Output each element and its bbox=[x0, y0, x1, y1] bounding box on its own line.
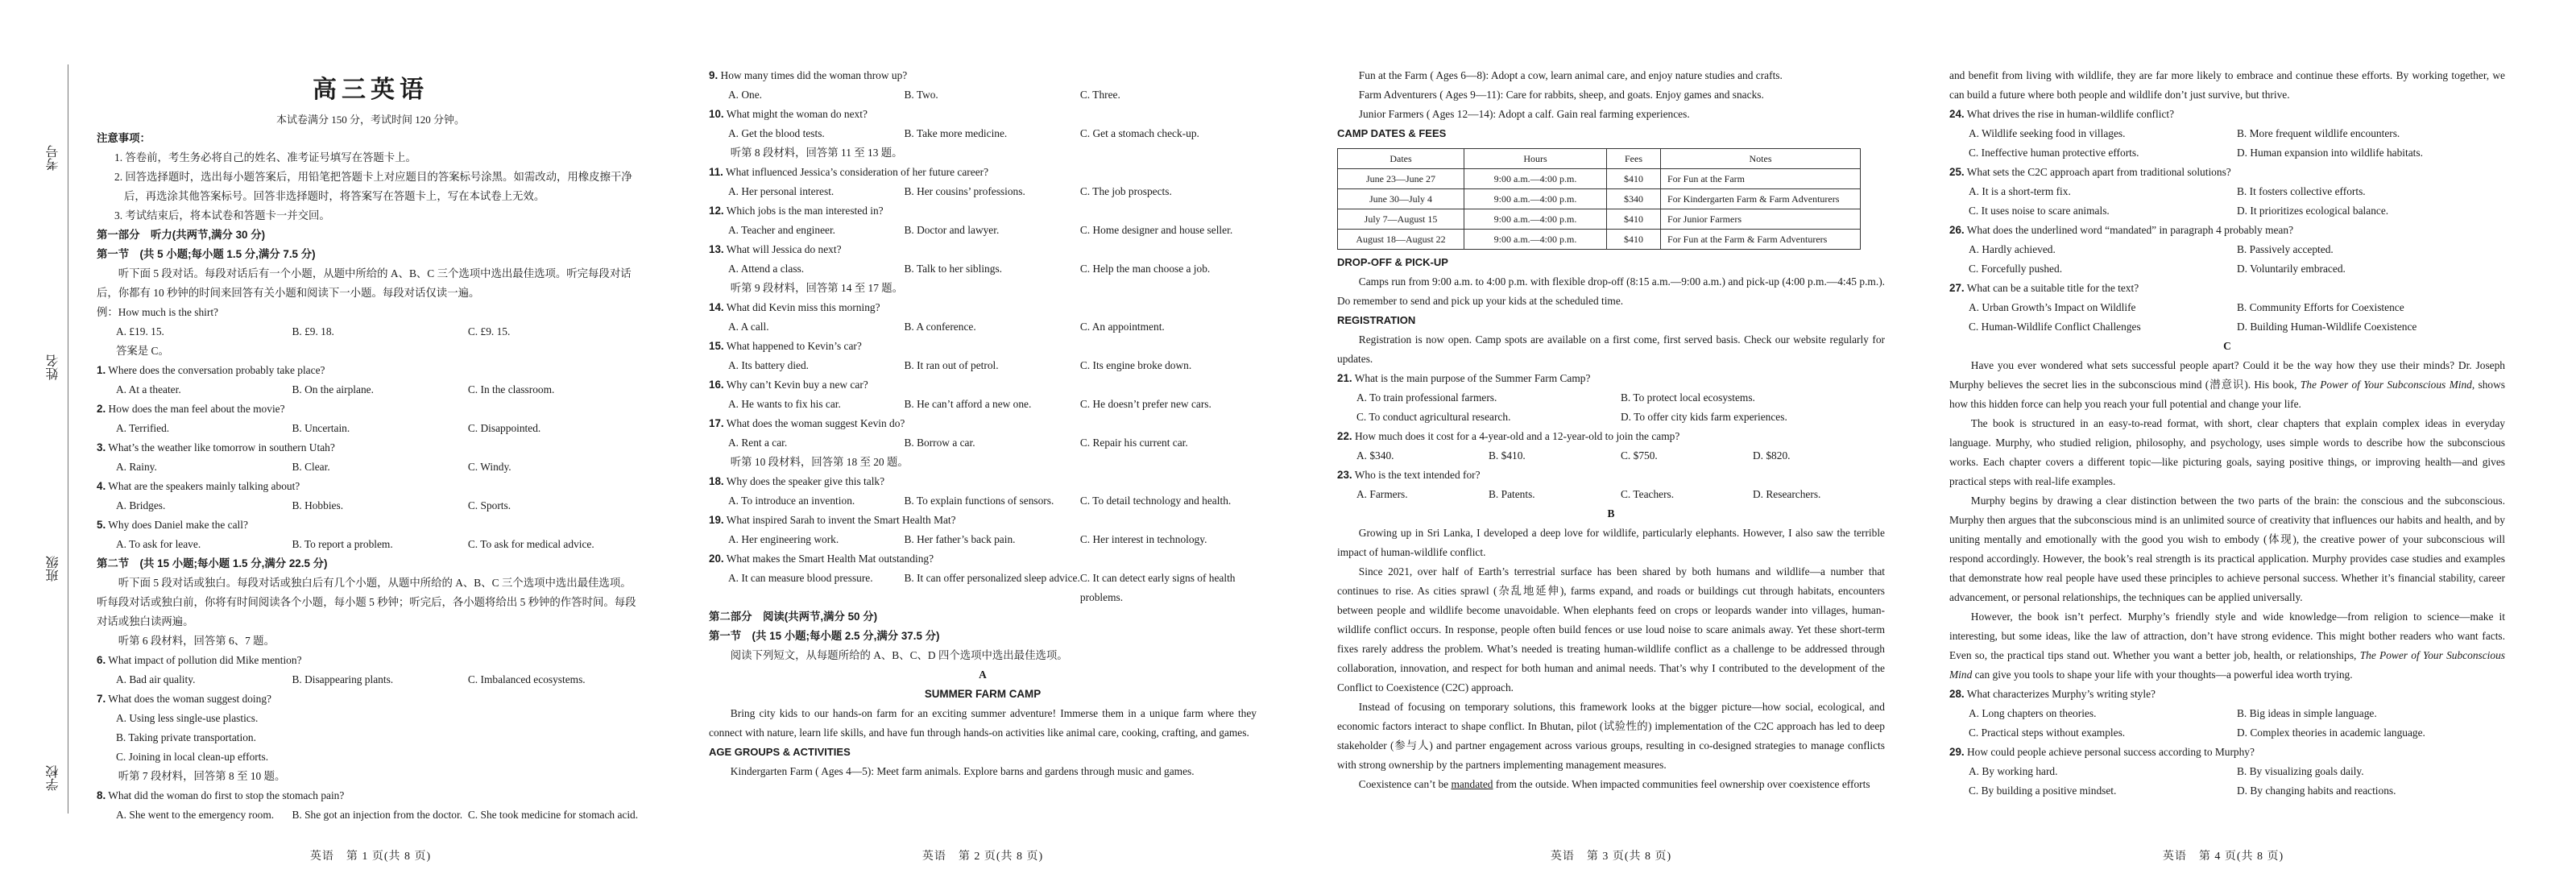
question-text: How does the man feel about the movie? bbox=[108, 403, 285, 415]
page-1-footer: 英语 第 1 页(共 8 页) bbox=[309, 851, 432, 863]
page-2 bbox=[709, 66, 1257, 781]
section-2-intro: 对话或独白读两遍。 bbox=[97, 615, 194, 627]
table-cell: 9:00 a.m.—4:00 p.m. bbox=[1464, 189, 1607, 209]
question-15 bbox=[709, 337, 1257, 375]
binding-margin bbox=[0, 0, 89, 886]
text-run: from the outside. When impacted communities feel ownership over coexistence efforts bbox=[1493, 778, 1870, 790]
option-a: A. Her personal interest. bbox=[728, 185, 835, 197]
option-c: C. Practical steps without examples. bbox=[1969, 727, 2126, 739]
question-text: What happened to Kevin’s car? bbox=[726, 340, 862, 352]
option-b: B. Borrow a car. bbox=[904, 437, 975, 449]
example-answer: 答案是 C。 bbox=[116, 345, 169, 357]
example-options bbox=[97, 322, 644, 342]
question-number: 29. bbox=[1949, 746, 1965, 758]
question-number: 7. bbox=[97, 693, 106, 705]
option-c: C. In the classroom. bbox=[467, 383, 555, 395]
question-number: 6. bbox=[97, 654, 106, 666]
question-text: What’s the weather like tomorrow in southern Utah? bbox=[108, 441, 335, 453]
notes-list bbox=[97, 148, 644, 226]
option-c: C. Home designer and house seller. bbox=[1079, 224, 1233, 236]
question-number: 19. bbox=[709, 514, 724, 526]
option-b: B. By visualizing goals daily. bbox=[2237, 765, 2364, 777]
option-c: C. The job prospects. bbox=[1079, 185, 1172, 197]
margin-label-class: 班级 bbox=[47, 556, 60, 582]
passage-b-paragraph: Growing up in Sri Lanka, I developed a deep love for wildlife, particularly elephants. However, I also saw the terrible impact of human-wildlife conflict. bbox=[1337, 527, 1885, 558]
note-item: 1. 答卷前，考生务必将自己的姓名、准考证号填写在答题卡上。 bbox=[114, 151, 416, 164]
option-a: A. Hardly achieved. bbox=[1969, 243, 2056, 255]
question-27 bbox=[1949, 279, 2505, 337]
question-10 bbox=[709, 105, 1257, 143]
section-1-heading: 第一节 (共 5 小题;每小题 1.5 分,满分 7.5 分) bbox=[97, 248, 316, 260]
question-number: 20. bbox=[709, 553, 724, 565]
junior-farmers: Junior Farmers ( Ages 12—14): Adopt a calf. Gain real farming experiences. bbox=[1358, 108, 1690, 120]
question-number: 26. bbox=[1949, 224, 1965, 236]
passage-c-paragraph bbox=[1949, 356, 2505, 414]
option-d: D. Human expansion into wildlife habitats. bbox=[2237, 147, 2423, 159]
question-text: What can be a suitable title for the text? bbox=[1966, 282, 2139, 294]
option-b: B. Clear. bbox=[292, 461, 330, 473]
section-2-intro: 听下面 5 段对话或独白。每段对话或独白后有几个小题，从题中所给的 A、B、C 三个选项中选出最佳选项。 bbox=[118, 577, 632, 589]
exam-title: 高三英语 bbox=[313, 77, 429, 103]
table-cell: For Fun at the Farm bbox=[1661, 169, 1861, 189]
option-a: A. By working hard. bbox=[1969, 765, 2058, 777]
dialog-instruction: 听第 10 段材料，回答第 18 至 20 题。 bbox=[730, 456, 909, 468]
option-d: D. It prioritizes ecological balance. bbox=[2237, 205, 2389, 217]
option-a: A. She went to the emergency room. bbox=[116, 809, 275, 821]
table-cell: 9:00 a.m.—4:00 p.m. bbox=[1464, 230, 1607, 250]
question-text: How much does it cost for a 4-year-old and a 12-year-old to join the camp? bbox=[1354, 430, 1680, 442]
drop-off-heading: DROP-OFF & PICK-UP bbox=[1337, 256, 1448, 268]
option-b: B. She got an injection from the doctor. bbox=[292, 809, 463, 821]
registration-heading: REGISTRATION bbox=[1337, 314, 1416, 326]
option: A. £19. 15. bbox=[116, 325, 164, 337]
section-1-intro: 听下面 5 段对话。每段对话后有一个小题，从题中所给的 A、B、C 三个选项中选出最佳选项。听完每段对话 bbox=[118, 267, 632, 279]
table-cell: $410 bbox=[1607, 230, 1661, 250]
question-20 bbox=[709, 549, 1257, 607]
option-c: C. $750. bbox=[1621, 449, 1658, 462]
question-5 bbox=[97, 515, 644, 554]
text-run: Coexistence can’t be bbox=[1358, 778, 1452, 790]
table-row bbox=[1338, 169, 1861, 189]
question-number: 4. bbox=[97, 480, 106, 492]
question-2 bbox=[97, 400, 644, 438]
option-b: B. Patents. bbox=[1489, 488, 1535, 500]
text-run: , shows how this hidden force can help you reach your full potential and change your life. bbox=[1949, 379, 2505, 410]
kindergarten-farm: Kindergarten Farm ( Ages 4—5): Meet farm animals. Explore barns and gardens through music and games. bbox=[730, 765, 1195, 777]
option-b: B. To protect local ecosystems. bbox=[1621, 391, 1755, 404]
question-3 bbox=[97, 438, 644, 477]
margin-label-name: 姓名 bbox=[47, 354, 60, 380]
option-c: C. To detail technology and health. bbox=[1079, 495, 1232, 507]
option-b: B. Taking private transportation. bbox=[116, 731, 256, 743]
table-cell: June 23—June 27 bbox=[1338, 169, 1464, 189]
question-17 bbox=[709, 414, 1257, 453]
question-6 bbox=[97, 651, 644, 689]
option-d: D. Complex theories in academic language. bbox=[2237, 727, 2425, 739]
option-c: C. He doesn’t prefer new cars. bbox=[1079, 398, 1211, 410]
option-b: B. Her father’s back pain. bbox=[904, 533, 1016, 545]
question-number: 12. bbox=[709, 205, 724, 217]
question-number: 5. bbox=[97, 519, 106, 531]
passage-b-paragraph: Since 2021, over half of Earth’s terrestrial surface has been shared by both humans and wildlife—a number that continues to rise. As cities sprawl (杂乱地延伸), farms expand, and roads or buildings cut through habitats, encounters between people and wildlife become unavoidable. When elephants feed on crops or leopards wander into villages, human-wildlife conflict occurs. In response, people often build fences or use loud noise to scare animals away. Yet these short-term fixes rarely address the problem. What’s needed is treating human-wildlife conflict as a challenge to be addressed through collaboration, innovation, and respect for both human and animal needs. That’s why I contributed to the development of the Conflict to Coexistence (C2C) approach. bbox=[1337, 565, 1885, 693]
option-c: C. Forcefully pushed. bbox=[1969, 263, 2063, 275]
option-a: A. Get the blood tests. bbox=[728, 127, 825, 139]
option-c: C. To ask for medical advice. bbox=[467, 538, 594, 550]
passage-b-label: B bbox=[1607, 507, 1615, 520]
option-a: A. Long chapters on theories. bbox=[1969, 707, 2097, 719]
question-text: Why does Daniel make the call? bbox=[108, 519, 248, 531]
question-number: 15. bbox=[709, 340, 724, 352]
option-b: B. Doctor and lawyer. bbox=[904, 224, 1000, 236]
question-text: What did the woman do first to stop the stomach pain? bbox=[108, 789, 345, 801]
option-b: B. Community Efforts for Coexistence bbox=[2237, 301, 2404, 313]
question-text: What makes the Smart Health Mat outstanding? bbox=[726, 553, 934, 565]
question-number: 2. bbox=[97, 403, 106, 415]
option-c: C. Human-Wildlife Conflict Challenges bbox=[1969, 321, 2141, 333]
option-d: D. Voluntarily embraced. bbox=[2237, 263, 2346, 275]
question-text: Why does the speaker give this talk? bbox=[726, 475, 885, 487]
question-number: 18. bbox=[709, 475, 724, 487]
note-item: 后，再选涂其他答案标号。回答非选择题时，将答案写在答题卡上，写在本试卷上无效。 bbox=[124, 190, 545, 202]
option-b: B. It ran out of petrol. bbox=[904, 359, 999, 371]
option-c: C. She took medicine for stomach acid. bbox=[467, 809, 639, 821]
question-number: 14. bbox=[709, 301, 724, 313]
question-8 bbox=[97, 786, 644, 825]
question-26 bbox=[1949, 221, 2505, 279]
notes-heading: 注意事项： bbox=[97, 132, 151, 144]
table-cell: 9:00 a.m.—4:00 p.m. bbox=[1464, 209, 1607, 230]
option-a: A. Urban Growth’s Impact on Wildlife bbox=[1969, 301, 2136, 313]
question-text: How many times did the woman throw up? bbox=[720, 69, 908, 81]
question-number: 17. bbox=[709, 417, 724, 429]
question-text: Which jobs is the man interested in? bbox=[726, 205, 884, 217]
option-c: C. Her interest in technology. bbox=[1079, 533, 1207, 545]
option-a: A. Attend a class. bbox=[728, 263, 805, 275]
question-number: 8. bbox=[97, 789, 106, 801]
option-a: A. Bad air quality. bbox=[116, 673, 196, 685]
option-c: C. Disappointed. bbox=[467, 422, 541, 434]
option-a: A. A call. bbox=[728, 321, 769, 333]
option-c: C. Sports. bbox=[467, 499, 511, 511]
passage-c-label: C bbox=[2223, 340, 2231, 352]
question-number: 10. bbox=[709, 108, 724, 120]
option-a: A. Wildlife seeking food in villages. bbox=[1969, 127, 2126, 139]
page-1 bbox=[97, 69, 644, 825]
table-header: Hours bbox=[1464, 149, 1607, 169]
option-b: B. Uncertain. bbox=[292, 422, 350, 434]
camp-dates-heading: CAMP DATES & FEES bbox=[1337, 127, 1447, 139]
question-number: 24. bbox=[1949, 108, 1965, 120]
option-b: B. Take more medicine. bbox=[904, 127, 1008, 139]
question-number: 9. bbox=[709, 69, 719, 81]
option-a: A. He wants to fix his car. bbox=[728, 398, 841, 410]
option-d: D. Building Human-Wildlife Coexistence bbox=[2237, 321, 2417, 333]
page-4-footer: 英语 第 4 页(共 8 页) bbox=[2162, 851, 2284, 863]
option-c: C. It uses noise to scare animals. bbox=[1969, 205, 2110, 217]
question-number: 13. bbox=[709, 243, 724, 255]
text-run: Have you ever wondered what sets successful people apart? Could it be the way how they use their minds? Dr. Joseph Murphy believes the secret lies in the subconscious mind (潜意识). His book, bbox=[1949, 359, 2505, 391]
question-25 bbox=[1949, 163, 2505, 221]
option-c: C. Imbalanced ecosystems. bbox=[467, 673, 586, 685]
option-b: B. To report a problem. bbox=[292, 538, 393, 550]
fun-at-the-farm: Fun at the Farm ( Ages 6—8): Adopt a cow, learn animal care, and enjoy nature studies and crafts. bbox=[1358, 69, 1783, 81]
passage-a-label: A bbox=[979, 669, 987, 681]
option-a: A. It can measure blood pressure. bbox=[728, 572, 873, 584]
option-c: C. To conduct agricultural research. bbox=[1356, 411, 1511, 423]
option-b: B. Two. bbox=[904, 89, 938, 101]
farm-adventurers: Farm Adventurers ( Ages 9—11): Care for rabbits, sheep, and goats. Enjoy games and snacks. bbox=[1358, 89, 1764, 101]
book-title: The Power of Your Subconscious Mind bbox=[1949, 649, 2505, 681]
question-19 bbox=[709, 511, 1257, 549]
section-2-intro: 听每段对话或独白前，你将有时间阅读各个小题，每小题 5 秒钟；听完后，各小题将给出 5 秒钟的作答时间。每段 bbox=[97, 596, 636, 608]
page-4 bbox=[1949, 66, 2505, 801]
question-text: What is the main purpose of the Summer Farm Camp? bbox=[1354, 372, 1591, 384]
option-a: A. Her engineering work. bbox=[728, 533, 839, 545]
question-11 bbox=[709, 163, 1257, 201]
table-cell: $410 bbox=[1607, 209, 1661, 230]
table-header: Dates bbox=[1338, 149, 1464, 169]
drop-off-text: Camps run from 9:00 a.m. to 4:00 p.m. with flexible drop-off (8:15 a.m.—9:00 a.m.) and pick-up (4:00 p.m.—4:45 p.m.). Do remember to send and pick up your kids at the scheduled time. bbox=[1337, 275, 1885, 307]
option-b: B. Disappearing plants. bbox=[292, 673, 394, 685]
page-2-footer: 英语 第 2 页(共 8 页) bbox=[921, 851, 1044, 863]
reading-section-intro: 阅读下列短文，从每题所给的 A、B、C、D 四个选项中选出最佳选项。 bbox=[730, 649, 1068, 661]
question-4 bbox=[97, 477, 644, 515]
question-text: What impact of pollution did Mike mention? bbox=[108, 654, 302, 666]
question-number: 3. bbox=[97, 441, 106, 453]
option-a: A. Its battery died. bbox=[728, 359, 810, 371]
book-title: The Power of Your Subconscious Mind bbox=[2300, 379, 2472, 391]
option-b: B. It can offer personalized sleep advice. bbox=[904, 572, 1080, 584]
reading-section-1-heading: 第一节 (共 15 小题;每小题 2.5 分,满分 37.5 分) bbox=[709, 630, 940, 642]
option-d: D. To offer city kids farm experiences. bbox=[1621, 411, 1787, 423]
option-d: D. Researchers. bbox=[1753, 488, 1821, 500]
question-24 bbox=[1949, 105, 2505, 163]
question-number: 11. bbox=[709, 166, 723, 178]
option-a: A. It is a short-term fix. bbox=[1969, 185, 2071, 197]
note-item: 3. 考试结束后，将本试卷和答题卡一并交回。 bbox=[114, 209, 330, 222]
option-c: C. Get a stomach check-up. bbox=[1079, 127, 1199, 139]
registration-text: Registration is now open. Camp spots are available on a first come, first served basis. Check our website regularly for updates. bbox=[1337, 333, 1885, 365]
question-text: What drives the rise in human-wildlife conflict? bbox=[1966, 108, 2175, 120]
question-text: What are the speakers mainly talking about? bbox=[108, 480, 300, 492]
question-7 bbox=[97, 689, 644, 767]
option-a: A. Teacher and engineer. bbox=[728, 224, 836, 236]
passage-b-paragraph: Instead of focusing on temporary solutions, this framework looks at the bigger picture—how social, ecological, and economic factors interact to shape conflict. In Bhutan, pilot (试验性的) implementation of the C2C approach has led to deep stakeholder (参与人) and partner engagement across various groups, resulting in co-designed strategies to manage conflicts with strong ownership by the partners implementing management measures. bbox=[1337, 701, 1885, 771]
section-2-heading: 第二节 (共 15 小题;每小题 1.5 分,满分 22.5 分) bbox=[97, 557, 328, 569]
question-18 bbox=[709, 472, 1257, 511]
question-1 bbox=[97, 361, 644, 400]
question-text: What did Kevin miss this morning? bbox=[726, 301, 880, 313]
option-b: B. Hobbies. bbox=[292, 499, 344, 511]
table-cell: For Fun at the Farm & Farm Adventurers bbox=[1661, 230, 1861, 250]
option-b: B. $410. bbox=[1489, 449, 1526, 462]
option-a: A. Bridges. bbox=[116, 499, 166, 511]
question-28 bbox=[1949, 685, 2505, 743]
question-21 bbox=[1337, 369, 1885, 427]
question-number: 27. bbox=[1949, 282, 1965, 294]
question-22 bbox=[1337, 427, 1885, 466]
table-row bbox=[1338, 230, 1861, 250]
margin-label-exam-number: 考号 bbox=[47, 145, 60, 171]
question-number: 22. bbox=[1337, 430, 1352, 442]
option-a: A. Rainy. bbox=[116, 461, 157, 473]
question-text: What does the woman suggest Kevin do? bbox=[726, 417, 905, 429]
option-b: B. Talk to her siblings. bbox=[904, 263, 1002, 275]
table-header: Notes bbox=[1661, 149, 1861, 169]
option-c: C. An appointment. bbox=[1079, 321, 1165, 333]
dialog-instruction: 听第 8 段材料，回答第 11 至 13 题。 bbox=[730, 147, 903, 159]
question-number: 28. bbox=[1949, 688, 1965, 700]
option-c: C. It can detect early signs of health problems. bbox=[1079, 572, 1236, 603]
option-b: B. On the airplane. bbox=[292, 383, 374, 395]
table-cell: June 30—July 4 bbox=[1338, 189, 1464, 209]
option-c: C. Teachers. bbox=[1621, 488, 1675, 500]
table-cell: For Junior Farmers bbox=[1661, 209, 1861, 230]
option-b: B. A conference. bbox=[904, 321, 976, 333]
option-b: B. He can’t afford a new one. bbox=[904, 398, 1032, 410]
dialog-instruction: 听第 7 段材料，回答第 8 至 10 题。 bbox=[118, 770, 286, 782]
underlined-word: mandated bbox=[1451, 778, 1493, 790]
question-text: What sets the C2C approach apart from traditional solutions? bbox=[1966, 166, 2231, 178]
camp-title: SUMMER FARM CAMP bbox=[924, 688, 1042, 700]
question-29 bbox=[1949, 743, 2505, 801]
question-14 bbox=[709, 298, 1257, 337]
question-text: What inspired Sarah to invent the Smart Health Mat? bbox=[726, 514, 956, 526]
option-b: B. Her cousins’ professions. bbox=[904, 185, 1025, 197]
option-c: C. Three. bbox=[1079, 89, 1120, 101]
camp-fees-table bbox=[1337, 148, 1861, 250]
option-b: B. Big ideas in simple language. bbox=[2237, 707, 2377, 719]
dialog-instruction: 听第 6 段材料，回答第 6、7 题。 bbox=[118, 635, 275, 647]
option-a: A. One. bbox=[728, 89, 763, 101]
note-item: 2. 回答选择题时，选出每小题答案后，用铅笔把答题卡上对应题目的答案标号涂黑。如需改动，用橡皮擦干净 bbox=[114, 171, 632, 183]
option-b: B. Passively accepted. bbox=[2237, 243, 2334, 255]
option-c: C. Joining in local clean-up efforts. bbox=[116, 751, 269, 763]
option-b: B. More frequent wildlife encounters. bbox=[2237, 127, 2400, 139]
passage-c-paragraph: The book is structured in an easy-to-read format, with short, clear chapters that explain complex ideas in everyday language. Murphy, who studied religion, philosophy, and psychology, uses simple words to describe how the subconscious works. Each chapter covers a different topic—like picturing goals, saying positive things, or improving health—and gives practical steps with real-life examples. bbox=[1949, 417, 2505, 487]
question-text: What will Jessica do next? bbox=[726, 243, 842, 255]
passage-c-paragraph: Murphy begins by drawing a clear distinction between the two parts of the brain: the conscious and the subconscious. Murphy then argues that the subconscious mind is an unlimited source of creativity that influences our habits and health, and by uniting mentally and emotionally with the good you wish to embody (体现), the creative power of your subconscious will respond accordingly. However, the book’s real strength is its practical application. Murphy provides case studies and examples that demonstrate how real people have used these principles to achieve personal success. Whether it’s financial stability, career advancement, or personal relationships, the techniques can be applied universally. bbox=[1949, 495, 2505, 603]
question-text: How could people achieve personal success according to Murphy? bbox=[1966, 746, 2255, 758]
table-cell: $340 bbox=[1607, 189, 1661, 209]
question-text: Where does the conversation probably take place? bbox=[108, 364, 325, 376]
option-a: A. To ask for leave. bbox=[116, 538, 201, 550]
question-text: Why can’t Kevin buy a new car? bbox=[726, 379, 868, 391]
table-header: Fees bbox=[1607, 149, 1661, 169]
option-a: A. $340. bbox=[1356, 449, 1394, 462]
page-3 bbox=[1337, 66, 1885, 794]
option-a: A. Rent a car. bbox=[728, 437, 788, 449]
option-c: C. Windy. bbox=[467, 461, 511, 473]
dialog-instruction: 听第 9 段材料，回答第 14 至 17 题。 bbox=[730, 282, 904, 294]
option-a: A. Using less single-use plastics. bbox=[116, 712, 259, 724]
section-1-intro: 后，你都有 10 秒钟的时间来回答有关小题和阅读下一小题。每段对话仅读一遍。 bbox=[97, 287, 480, 299]
question-23 bbox=[1337, 466, 1885, 504]
option-d: D. $820. bbox=[1753, 449, 1791, 462]
question-text: What does the underlined word “mandated” in paragraph 4 probably mean? bbox=[1966, 224, 2294, 236]
part-2-heading: 第二部分 阅读(共两节,满分 50 分) bbox=[709, 611, 878, 623]
option-a: A. Terrified. bbox=[116, 422, 170, 434]
example-question: 例：How much is the shirt? bbox=[97, 306, 218, 318]
table-row bbox=[1338, 189, 1861, 209]
option: B. £9. 18. bbox=[292, 325, 334, 337]
option-d: D. By changing habits and reactions. bbox=[2237, 785, 2396, 797]
question-12 bbox=[709, 201, 1257, 240]
table-cell: July 7—August 15 bbox=[1338, 209, 1464, 230]
question-number: 21. bbox=[1337, 372, 1352, 384]
exam-subtitle: 本试卷满分 150 分，考试时间 120 分钟。 bbox=[275, 114, 465, 126]
table-cell: $410 bbox=[1607, 169, 1661, 189]
option-a: A. To introduce an invention. bbox=[728, 495, 855, 507]
question-number: 16. bbox=[709, 379, 724, 391]
option-b: B. It fosters collective efforts. bbox=[2237, 185, 2366, 197]
question-number: 23. bbox=[1337, 469, 1352, 481]
option-c: C. Help the man choose a job. bbox=[1079, 263, 1211, 275]
passage-c-paragraph bbox=[1949, 607, 2505, 685]
question-text: What characterizes Murphy’s writing style? bbox=[1966, 688, 2156, 700]
option-c: C. Its engine broke down. bbox=[1079, 359, 1192, 371]
age-groups-heading: AGE GROUPS & ACTIVITIES bbox=[709, 746, 851, 758]
option: C. £9. 15. bbox=[467, 325, 511, 337]
question-text: What does the woman suggest doing? bbox=[108, 693, 271, 705]
option-c: C. Repair his current car. bbox=[1079, 437, 1188, 449]
margin-label-school: 学校 bbox=[47, 765, 60, 791]
question-number: 1. bbox=[97, 364, 106, 376]
option-a: A. At a theater. bbox=[116, 383, 181, 395]
question-text: Who is the text intended for? bbox=[1354, 469, 1481, 481]
option-a: A. To train professional farmers. bbox=[1356, 391, 1497, 404]
passage-b-continuation: and benefit from living with wildlife, they are far more likely to embrace and continue these efforts. By working together, we can build a future where both people and wildlife don’t just survive, but thrive. bbox=[1949, 69, 2505, 101]
table-header-row bbox=[1338, 149, 1861, 169]
text-run: However, the book isn’t perfect. Murphy’s friendly style and wide knowledge—from religion to science—make it interesting, but some ideas, like the law of attraction, don’t have strong evidence. This might bother readers who want facts. Even so, the practical tips stand out. Whether you want a better job, health, or relationships, bbox=[1949, 611, 2505, 661]
question-number: 25. bbox=[1949, 166, 1965, 178]
table-cell: August 18—August 22 bbox=[1338, 230, 1464, 250]
option-c: C. By building a positive mindset. bbox=[1969, 785, 2117, 797]
text-run: can give you tools to shape your life with your thoughts—a powerful idea worth trying. bbox=[1972, 669, 2353, 681]
option-b: B. To explain functions of sensors. bbox=[904, 495, 1054, 507]
option-a: A. Farmers. bbox=[1356, 488, 1408, 500]
table-cell: 9:00 a.m.—4:00 p.m. bbox=[1464, 169, 1607, 189]
part-1-heading: 第一部分 听力(共两节,满分 30 分) bbox=[97, 229, 266, 241]
page-2-questions bbox=[709, 66, 1257, 607]
option-c: C. Ineffective human protective efforts. bbox=[1969, 147, 2139, 159]
question-13 bbox=[709, 240, 1257, 279]
table-row bbox=[1338, 209, 1861, 230]
question-16 bbox=[709, 375, 1257, 414]
table-cell: For Kindergarten Farm & Farm Adventurers bbox=[1661, 189, 1861, 209]
question-text: What influenced Jessica’s consideration of her future career? bbox=[726, 166, 989, 178]
question-text: What might the woman do next? bbox=[726, 108, 868, 120]
question-9 bbox=[709, 66, 1257, 105]
page-3-footer: 英语 第 3 页(共 8 页) bbox=[1550, 851, 1672, 863]
camp-intro: Bring city kids to our hands-on farm for an exciting summer adventure! Immerse them in a unique farm where they connect with nature, learn life skills, and have fun through hands-on activities like animal care, cooking, crafting, and games. bbox=[709, 707, 1257, 739]
passage-b-paragraph bbox=[1337, 775, 1885, 794]
